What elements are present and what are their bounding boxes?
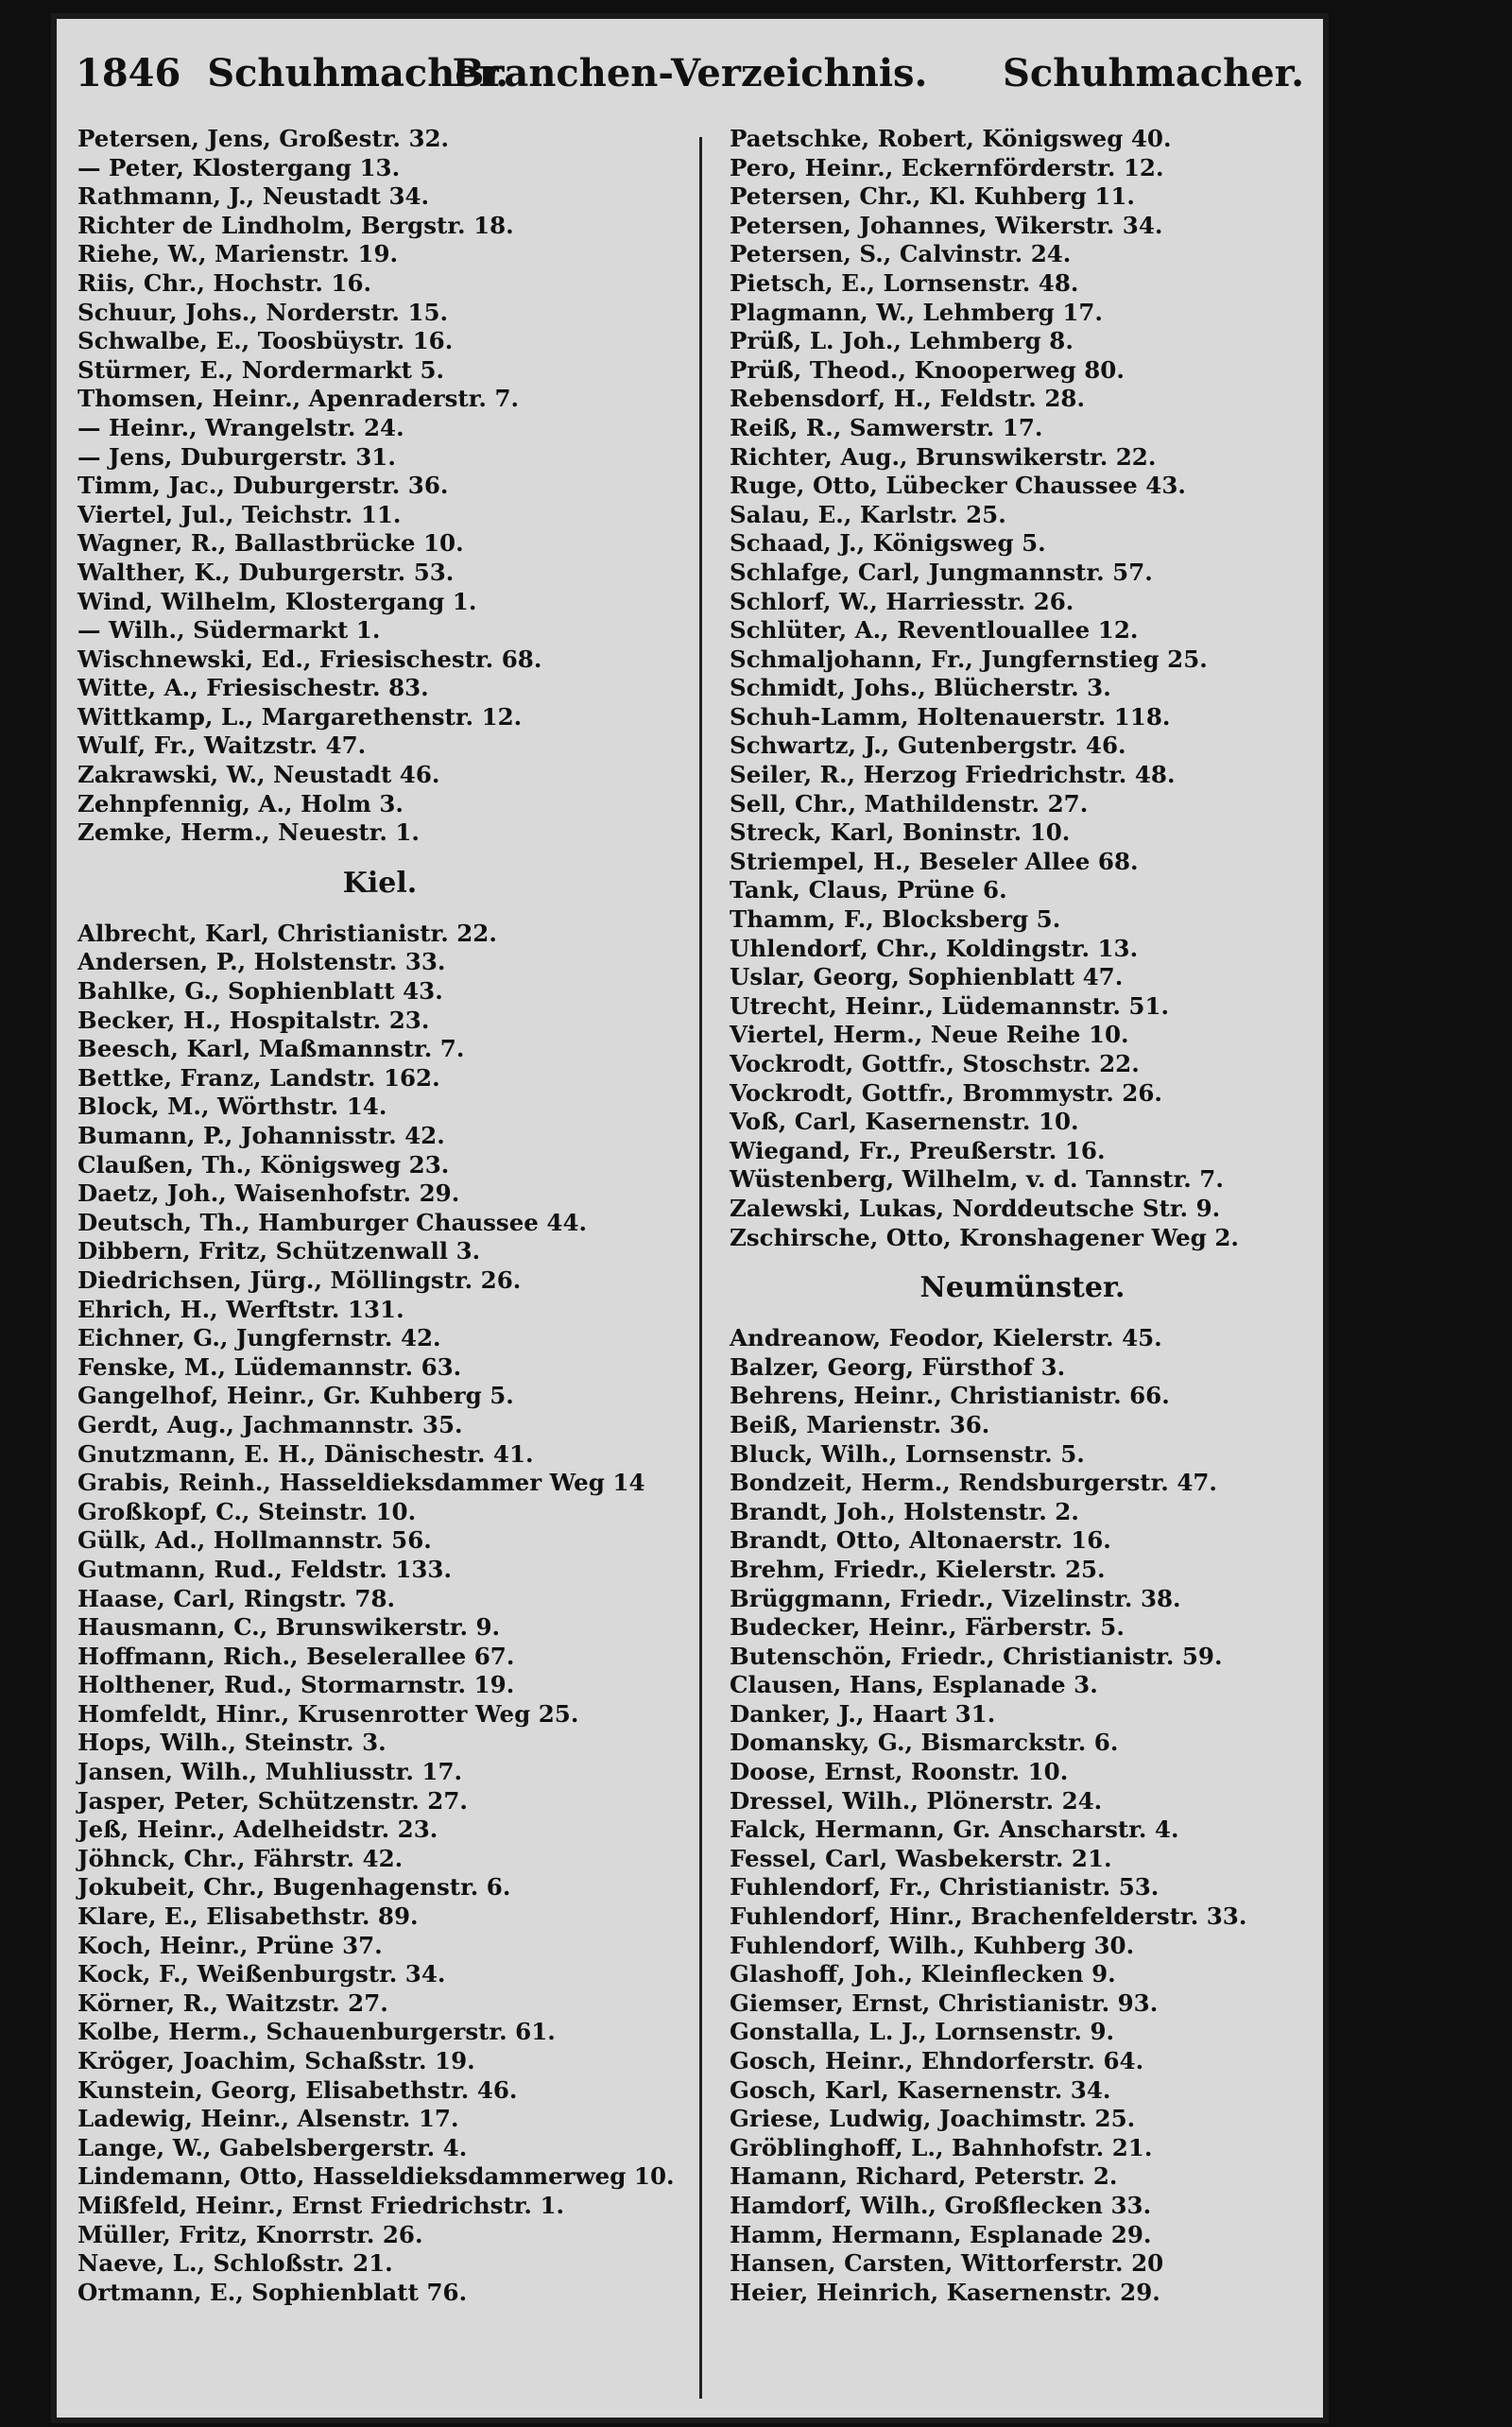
right-column bbox=[730, 125, 1315, 2307]
directory-entry: Becker, H., Hospitalstr. 23. bbox=[77, 1006, 430, 1034]
directory-entry: Dibbern, Fritz, Schützenwall 3. bbox=[77, 1237, 481, 1265]
directory-entry: Wiegand, Fr., Preußerstr. 16. bbox=[730, 1136, 1106, 1164]
page-header bbox=[76, 51, 1304, 117]
directory-entry: Körner, R., Waitzstr. 27. bbox=[77, 1988, 388, 2017]
directory-entry: Kock, F., Weißenburgstr. 34. bbox=[77, 1960, 446, 1988]
directory-entry: Zschirsche, Otto, Kronshagener Weg 2. bbox=[730, 1223, 1239, 1251]
directory-entry: Kolbe, Herm., Schauenburgerstr. 61. bbox=[77, 2018, 556, 2046]
directory-entry: Großkopf, C., Steinstr. 10. bbox=[77, 1497, 417, 1525]
trade-title-right: Schuhmacher. bbox=[1003, 51, 1304, 95]
directory-entry: Schmidt, Johs., Blücherstr. 3. bbox=[730, 674, 1111, 702]
directory-entry: Holthener, Rud., Stormarnstr. 19. bbox=[77, 1671, 515, 1699]
directory-entry: Bahlke, G., Sophienblatt 43. bbox=[77, 977, 443, 1006]
directory-entry: Butenschön, Friedr., Christianistr. 59. bbox=[730, 1642, 1223, 1670]
directory-entry: Schlorf, W., Harriesstr. 26. bbox=[730, 587, 1074, 615]
directory-entry: Jöhnck, Chr., Fährstr. 42. bbox=[77, 1844, 404, 1872]
directory-entry: Claußen, Th., Königsweg 23. bbox=[77, 1150, 450, 1179]
directory-entry: Wischnewski, Ed., Friesischestr. 68. bbox=[77, 645, 542, 673]
directory-entry: Tank, Claus, Prüne 6. bbox=[730, 876, 1007, 904]
directory-entry: Schmaljohann, Fr., Jungfernstieg 25. bbox=[730, 645, 1208, 673]
directory-entry: Riehe, W., Marienstr. 19. bbox=[77, 240, 399, 268]
directory-page bbox=[57, 19, 1323, 2418]
directory-entry: Deutsch, Th., Hamburger Chaussee 44. bbox=[77, 1208, 588, 1236]
directory-entry: Thomsen, Heinr., Apenraderstr. 7. bbox=[77, 385, 520, 413]
directory-entry: Homfeldt, Hinr., Krusenrotter Weg 25. bbox=[77, 1699, 579, 1728]
directory-entry: Giemser, Ernst, Christianistr. 93. bbox=[730, 1988, 1159, 2017]
left-entries-b bbox=[77, 920, 682, 2308]
directory-entry: Gröblinghoff, L., Bahnhofstr. 21. bbox=[730, 2133, 1153, 2161]
directory-entry: Schuur, Johs., Norderstr. 15. bbox=[77, 298, 449, 326]
directory-entry: Prüß, L. Joh., Lehmberg 8. bbox=[730, 327, 1074, 355]
directory-entry: Salau, E., Karlstr. 25. bbox=[730, 500, 1006, 528]
directory-entry: Riis, Chr., Hochstr. 16. bbox=[77, 268, 372, 297]
directory-entry: Timm, Jac., Duburgerstr. 36. bbox=[77, 472, 449, 500]
directory-entry: Hansen, Carsten, Wittorferstr. 20 bbox=[730, 2249, 1164, 2278]
directory-entry: Jasper, Peter, Schützenstr. 27. bbox=[77, 1786, 468, 1815]
directory-entry: Fuhlendorf, Hinr., Brachenfelderstr. 33. bbox=[730, 1902, 1247, 1931]
directory-entry: Zehnpfennig, A., Holm 3. bbox=[77, 789, 404, 818]
directory-entry: Petersen, Jens, Großestr. 32. bbox=[77, 125, 450, 152]
directory-entry: Diedrichsen, Jürg., Möllingstr. 26. bbox=[77, 1265, 522, 1294]
directory-entry: Hops, Wilh., Steinstr. 3. bbox=[77, 1729, 387, 1757]
directory-entry: Viertel, Jul., Teichstr. 11. bbox=[77, 500, 402, 528]
directory-entry: Schlafge, Carl, Jungmannstr. 57. bbox=[730, 558, 1153, 586]
directory-entry: Hamann, Richard, Peterstr. 2. bbox=[730, 2162, 1118, 2191]
directory-entry: Schaad, J., Königsweg 5. bbox=[730, 529, 1046, 558]
directory-entry: Thamm, F., Blocksberg 5. bbox=[730, 905, 1061, 934]
right-entries-a bbox=[730, 125, 1315, 1252]
directory-entry: Gülk, Ad., Hollmannstr. 56. bbox=[77, 1526, 432, 1555]
directory-entry: Glashoff, Joh., Kleinflecken 9. bbox=[730, 1960, 1116, 1988]
directory-entry: Pietsch, E., Lornsenstr. 48. bbox=[730, 268, 1079, 297]
directory-entry: Budecker, Heinr., Färberstr. 5. bbox=[730, 1613, 1125, 1642]
directory-entry: Brandt, Otto, Altonaerstr. 16. bbox=[730, 1526, 1111, 1555]
directory-entry: Rebensdorf, H., Feldstr. 28. bbox=[730, 385, 1085, 413]
directory-entry: Petersen, S., Calvinstr. 24. bbox=[730, 240, 1072, 268]
directory-entry: Witte, A., Friesischestr. 83. bbox=[77, 674, 429, 702]
directory-entry: Andersen, P., Holstenstr. 33. bbox=[77, 948, 446, 976]
directory-entry: Gutmann, Rud., Feldstr. 133. bbox=[77, 1555, 453, 1583]
directory-entry: Fenske, M., Lüdemannstr. 63. bbox=[77, 1352, 462, 1381]
directory-entry: Schlüter, A., Reventlouallee 12. bbox=[730, 616, 1139, 645]
directory-entry: Block, M., Wörthstr. 14. bbox=[77, 1093, 387, 1121]
place-heading-kiel: Kiel. bbox=[342, 866, 418, 900]
directory-entry: — Peter, Klostergang 13. bbox=[77, 153, 401, 181]
directory-entry: Falck, Hermann, Gr. Anscharstr. 4. bbox=[730, 1816, 1179, 1844]
directory-entry: Wind, Wilhelm, Klostergang 1. bbox=[77, 587, 477, 615]
directory-entry: Naeve, L., Schloßstr. 21. bbox=[77, 2249, 393, 2278]
directory-entry: Zalewski, Lukas, Norddeutsche Str. 9. bbox=[730, 1194, 1221, 1222]
directory-entry: Reiß, R., Samwerstr. 17. bbox=[730, 413, 1043, 441]
directory-entry: Fuhlendorf, Fr., Christianistr. 53. bbox=[730, 1873, 1160, 1902]
directory-entry: Gosch, Karl, Kasernenstr. 34. bbox=[730, 2075, 1111, 2104]
directory-entry: Plagmann, W., Lehmberg 17. bbox=[730, 298, 1103, 326]
directory-entry: Schwartz, J., Gutenbergstr. 46. bbox=[730, 732, 1126, 760]
column-divider bbox=[699, 137, 702, 2399]
directory-title: Branchen-Verzeichnis. bbox=[452, 51, 928, 95]
directory-entry: Klare, E., Elisabethstr. 89. bbox=[77, 1902, 419, 1931]
directory-entry: Petersen, Chr., Kl. Kuhberg 11. bbox=[730, 182, 1135, 211]
directory-entry: Richter, Aug., Brunswikerstr. 22. bbox=[730, 442, 1157, 471]
directory-entry: Rathmann, J., Neustadt 34. bbox=[77, 182, 430, 211]
directory-entry: Fuhlendorf, Wilh., Kuhberg 30. bbox=[730, 1931, 1135, 1959]
directory-entry: Brandt, Joh., Holstenstr. 2. bbox=[730, 1497, 1079, 1525]
directory-entry: Ehrich, H., Werftstr. 131. bbox=[77, 1295, 404, 1323]
directory-entry: Domansky, G., Bismarckstr. 6. bbox=[730, 1729, 1119, 1757]
directory-entry: Behrens, Heinr., Christianistr. 66. bbox=[730, 1382, 1170, 1410]
directory-entry: Streck, Karl, Boninstr. 10. bbox=[730, 818, 1071, 847]
directory-entry: Hamm, Hermann, Esplanade 29. bbox=[730, 2220, 1152, 2248]
directory-entry: Koch, Heinr., Prüne 37. bbox=[77, 1931, 383, 1959]
directory-entry: Brüggmann, Friedr., Vizelinstr. 38. bbox=[730, 1584, 1181, 1612]
directory-entry: — Heinr., Wrangelstr. 24. bbox=[77, 413, 404, 441]
directory-entry: Gosch, Heinr., Ehndorferstr. 64. bbox=[730, 2047, 1144, 2074]
left-entries-a bbox=[77, 125, 682, 848]
directory-entry: Lange, W., Gabelsbergerstr. 4. bbox=[77, 2133, 468, 2161]
directory-entry: Gangelhof, Heinr., Gr. Kuhberg 5. bbox=[77, 1382, 514, 1410]
directory-entry: Bluck, Wilh., Lornsenstr. 5. bbox=[730, 1439, 1085, 1468]
directory-entry: Zakrawski, W., Neustadt 46. bbox=[77, 761, 440, 789]
directory-entry: Gonstalla, L. J., Lornsenstr. 9. bbox=[730, 2018, 1115, 2046]
directory-entry: Ortmann, E., Sophienblatt 76. bbox=[77, 2278, 468, 2306]
directory-entry: Beiß, Marienstr. 36. bbox=[730, 1410, 990, 1438]
directory-entry: Bettke, Franz, Landstr. 162. bbox=[77, 1063, 440, 1092]
directory-entry: Schwalbe, E., Toosbüystr. 16. bbox=[77, 327, 454, 355]
directory-entry: Danker, J., Haart 31. bbox=[730, 1699, 996, 1728]
directory-entry: Grabis, Reinh., Hasseldieksdammer Weg 14 bbox=[77, 1469, 645, 1497]
directory-entry: Griese, Ludwig, Joachimstr. 25. bbox=[730, 2105, 1136, 2133]
directory-entry: Voß, Carl, Kasernenstr. 10. bbox=[730, 1108, 1079, 1136]
directory-entry: Kunstein, Georg, Elisabethstr. 46. bbox=[77, 2075, 518, 2104]
directory-entry: Hausmann, C., Brunswikerstr. 9. bbox=[77, 1613, 501, 1642]
place-heading-neumuenster: Neumünster. bbox=[919, 1271, 1125, 1305]
directory-entry: — Jens, Duburgerstr. 31. bbox=[77, 442, 396, 471]
directory-entry: Jokubeit, Chr., Bugenhagenstr. 6. bbox=[77, 1873, 511, 1902]
directory-entry: Kröger, Joachim, Schaßstr. 19. bbox=[77, 2047, 475, 2074]
directory-entry: Schuh-Lamm, Holtenauerstr. 118. bbox=[730, 702, 1171, 731]
directory-entry: Stürmer, E., Nordermarkt 5. bbox=[77, 355, 445, 384]
directory-entry: Paetschke, Robert, Königsweg 40. bbox=[730, 125, 1172, 152]
directory-entry: Wüstenberg, Wilhelm, v. d. Tannstr. 7. bbox=[730, 1165, 1224, 1194]
directory-entry: Daetz, Joh., Waisenhofstr. 29. bbox=[77, 1179, 460, 1208]
directory-entry: Zemke, Herm., Neuestr. 1. bbox=[77, 818, 420, 847]
directory-entry: Jansen, Wilh., Muhliusstr. 17. bbox=[77, 1758, 463, 1786]
directory-entry: Gnutzmann, E. H., Dänischestr. 41. bbox=[77, 1439, 534, 1468]
directory-entry: Vockrodt, Gottfr., Brommystr. 26. bbox=[730, 1078, 1162, 1107]
directory-entry: Hamdorf, Wilh., Großflecken 33. bbox=[730, 2191, 1152, 2219]
left-column bbox=[77, 125, 682, 2307]
directory-entry: Doose, Ernst, Roonstr. 10. bbox=[730, 1758, 1069, 1786]
directory-entry: Prüß, Theod., Knooperweg 80. bbox=[730, 355, 1125, 384]
directory-entry: Pero, Heinr., Eckernförderstr. 12. bbox=[730, 153, 1164, 181]
directory-entry: Clausen, Hans, Esplanade 3. bbox=[730, 1671, 1098, 1699]
directory-entry: Bumann, P., Johannisstr. 42. bbox=[77, 1122, 445, 1149]
directory-entry: Uhlendorf, Chr., Koldingstr. 13. bbox=[730, 934, 1139, 962]
directory-entry: Striempel, H., Beseler Allee 68. bbox=[730, 847, 1139, 875]
directory-entry: Wittkamp, L., Margarethenstr. 12. bbox=[77, 702, 523, 731]
directory-entry: — Wilh., Südermarkt 1. bbox=[77, 616, 381, 645]
directory-entry: Dressel, Wilh., Plönerstr. 24. bbox=[730, 1786, 1103, 1815]
directory-entry: Viertel, Herm., Neue Reihe 10. bbox=[730, 1021, 1129, 1049]
directory-entry: Heier, Heinrich, Kasernenstr. 29. bbox=[730, 2278, 1160, 2306]
directory-entry: Mißfeld, Heinr., Ernst Friedrichstr. 1. bbox=[77, 2191, 565, 2219]
directory-entry: Jeß, Heinr., Adelheidstr. 23. bbox=[77, 1816, 438, 1844]
directory-entry: Petersen, Johannes, Wikerstr. 34. bbox=[730, 211, 1163, 239]
directory-entry: Hoffmann, Rich., Beselerallee 67. bbox=[77, 1642, 515, 1670]
directory-entry: Haase, Carl, Ringstr. 78. bbox=[77, 1584, 396, 1612]
directory-entry: Brehm, Friedr., Kielerstr. 25. bbox=[730, 1555, 1106, 1583]
directory-entry: Balzer, Georg, Fürsthof 3. bbox=[730, 1352, 1066, 1381]
directory-entry: Lindemann, Otto, Hasseldieksdammerweg 10. bbox=[77, 2162, 675, 2191]
directory-entry: Beesch, Karl, Maßmannstr. 7. bbox=[77, 1035, 465, 1063]
right-entries-b bbox=[730, 1324, 1315, 2307]
directory-entry: Eichner, G., Jungfernstr. 42. bbox=[77, 1324, 441, 1352]
directory-entry: Ruge, Otto, Lübecker Chaussee 43. bbox=[730, 472, 1186, 500]
directory-entry: Albrecht, Karl, Christianistr. 22. bbox=[77, 919, 497, 947]
directory-entry: Uslar, Georg, Sophienblatt 47. bbox=[730, 963, 1124, 991]
directory-entry: Bondzeit, Herm., Rendsburgerstr. 47. bbox=[730, 1469, 1217, 1497]
directory-entry: Richter de Lindholm, Bergstr. 18. bbox=[77, 211, 514, 239]
directory-entry: Sell, Chr., Mathildenstr. 27. bbox=[730, 789, 1089, 818]
directory-entry: Utrecht, Heinr., Lüdemannstr. 51. bbox=[730, 991, 1170, 1020]
trade-title-left: Schuhmacher. bbox=[207, 51, 509, 95]
directory-entry: Andreanow, Feodor, Kielerstr. 45. bbox=[730, 1324, 1162, 1352]
directory-entry: Seiler, R., Herzog Friedrichstr. 48. bbox=[730, 761, 1176, 789]
directory-entry: Gerdt, Aug., Jachmannstr. 35. bbox=[77, 1410, 463, 1438]
directory-entry: Wagner, R., Ballastbrücke 10. bbox=[77, 529, 464, 558]
directory-entry: Müller, Fritz, Knorrstr. 26. bbox=[77, 2220, 423, 2248]
directory-entry: Walther, K., Duburgerstr. 53. bbox=[77, 558, 455, 586]
directory-entry: Fessel, Carl, Wasbekerstr. 21. bbox=[730, 1844, 1112, 1872]
directory-entry: Wulf, Fr., Waitzstr. 47. bbox=[77, 732, 367, 760]
page-number: 1846 bbox=[76, 51, 181, 95]
directory-entry: Ladewig, Heinr., Alsenstr. 17. bbox=[77, 2105, 459, 2133]
directory-entry: Vockrodt, Gottfr., Stoschstr. 22. bbox=[730, 1050, 1140, 1077]
